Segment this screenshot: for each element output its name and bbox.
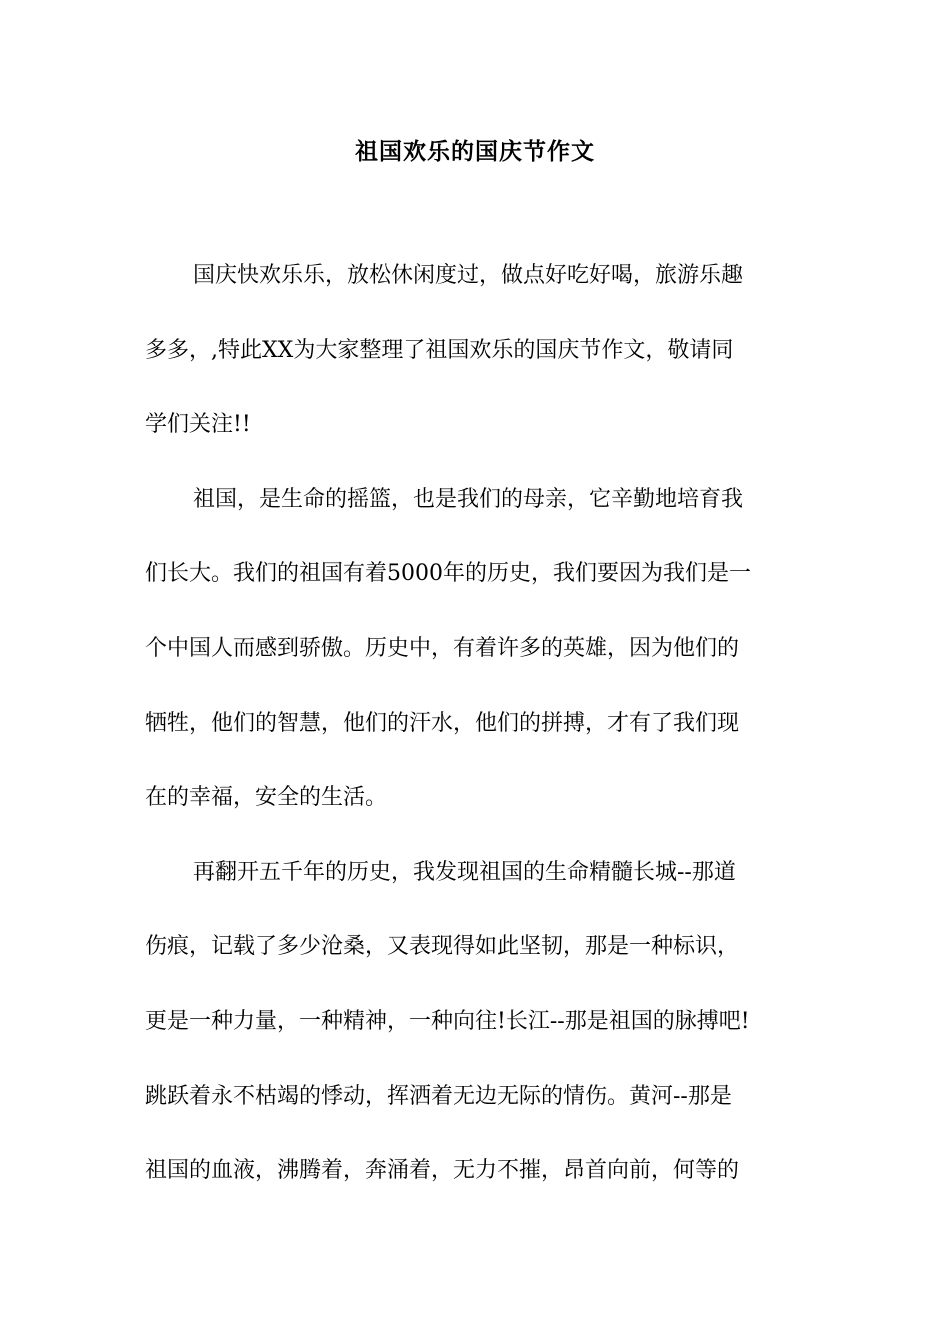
paragraph-2-line-3: 个中国人而感到骄傲。历史中，有着许多的英雄，因为他们的 (145, 635, 740, 661)
paragraph-3-line-5: 祖国的血液，沸腾着，奔涌着，无力不摧，昂首向前，何等的 (145, 1158, 740, 1184)
document-title: 祖国欢乐的国庆节作文 (355, 139, 595, 165)
paragraph-2-line-4: 牺牲，他们的智慧，他们的汗水，他们的拼搏，才有了我们现 (145, 710, 740, 736)
paragraph-2-line-2: 们长大。我们的祖国有着5000年的历史，我们要因为我们是一 (145, 561, 751, 587)
paragraph-1-line-3: 学们关注!! (145, 412, 251, 438)
paragraph-3-line-3: 更是一种力量，一种精神，一种向往!长江--那是祖国的脉搏吧! (145, 1008, 750, 1034)
document-body (145, 256, 810, 1226)
paragraph-3-line-2: 伤痕，记载了多少沧桑，又表现得如此坚韧，那是一种标识， (145, 934, 740, 960)
paragraph-1-line-2: 多多，,特此XX为大家整理了祖国欢乐的国庆节作文，敬请同 (145, 337, 734, 363)
paragraph-1-line-1: 国庆快欢乐乐，放松休闲度过，做点好吃好喝，旅游乐趣 (193, 263, 744, 288)
paragraph-3-line-1: 再翻开五千年的历史，我发现祖国的生命精髓长城--那道 (193, 859, 736, 885)
paragraph-2-line-1: 祖国，是生命的摇篮，也是我们的母亲，它辛勤地培育我 (193, 486, 744, 512)
paragraph-2-line-5: 在的幸福，安全的生活。 (145, 785, 388, 811)
paragraph-3-line-4: 跳跃着永不枯竭的悸动，挥洒着无边无际的情伤。黄河--那是 (145, 1083, 732, 1109)
